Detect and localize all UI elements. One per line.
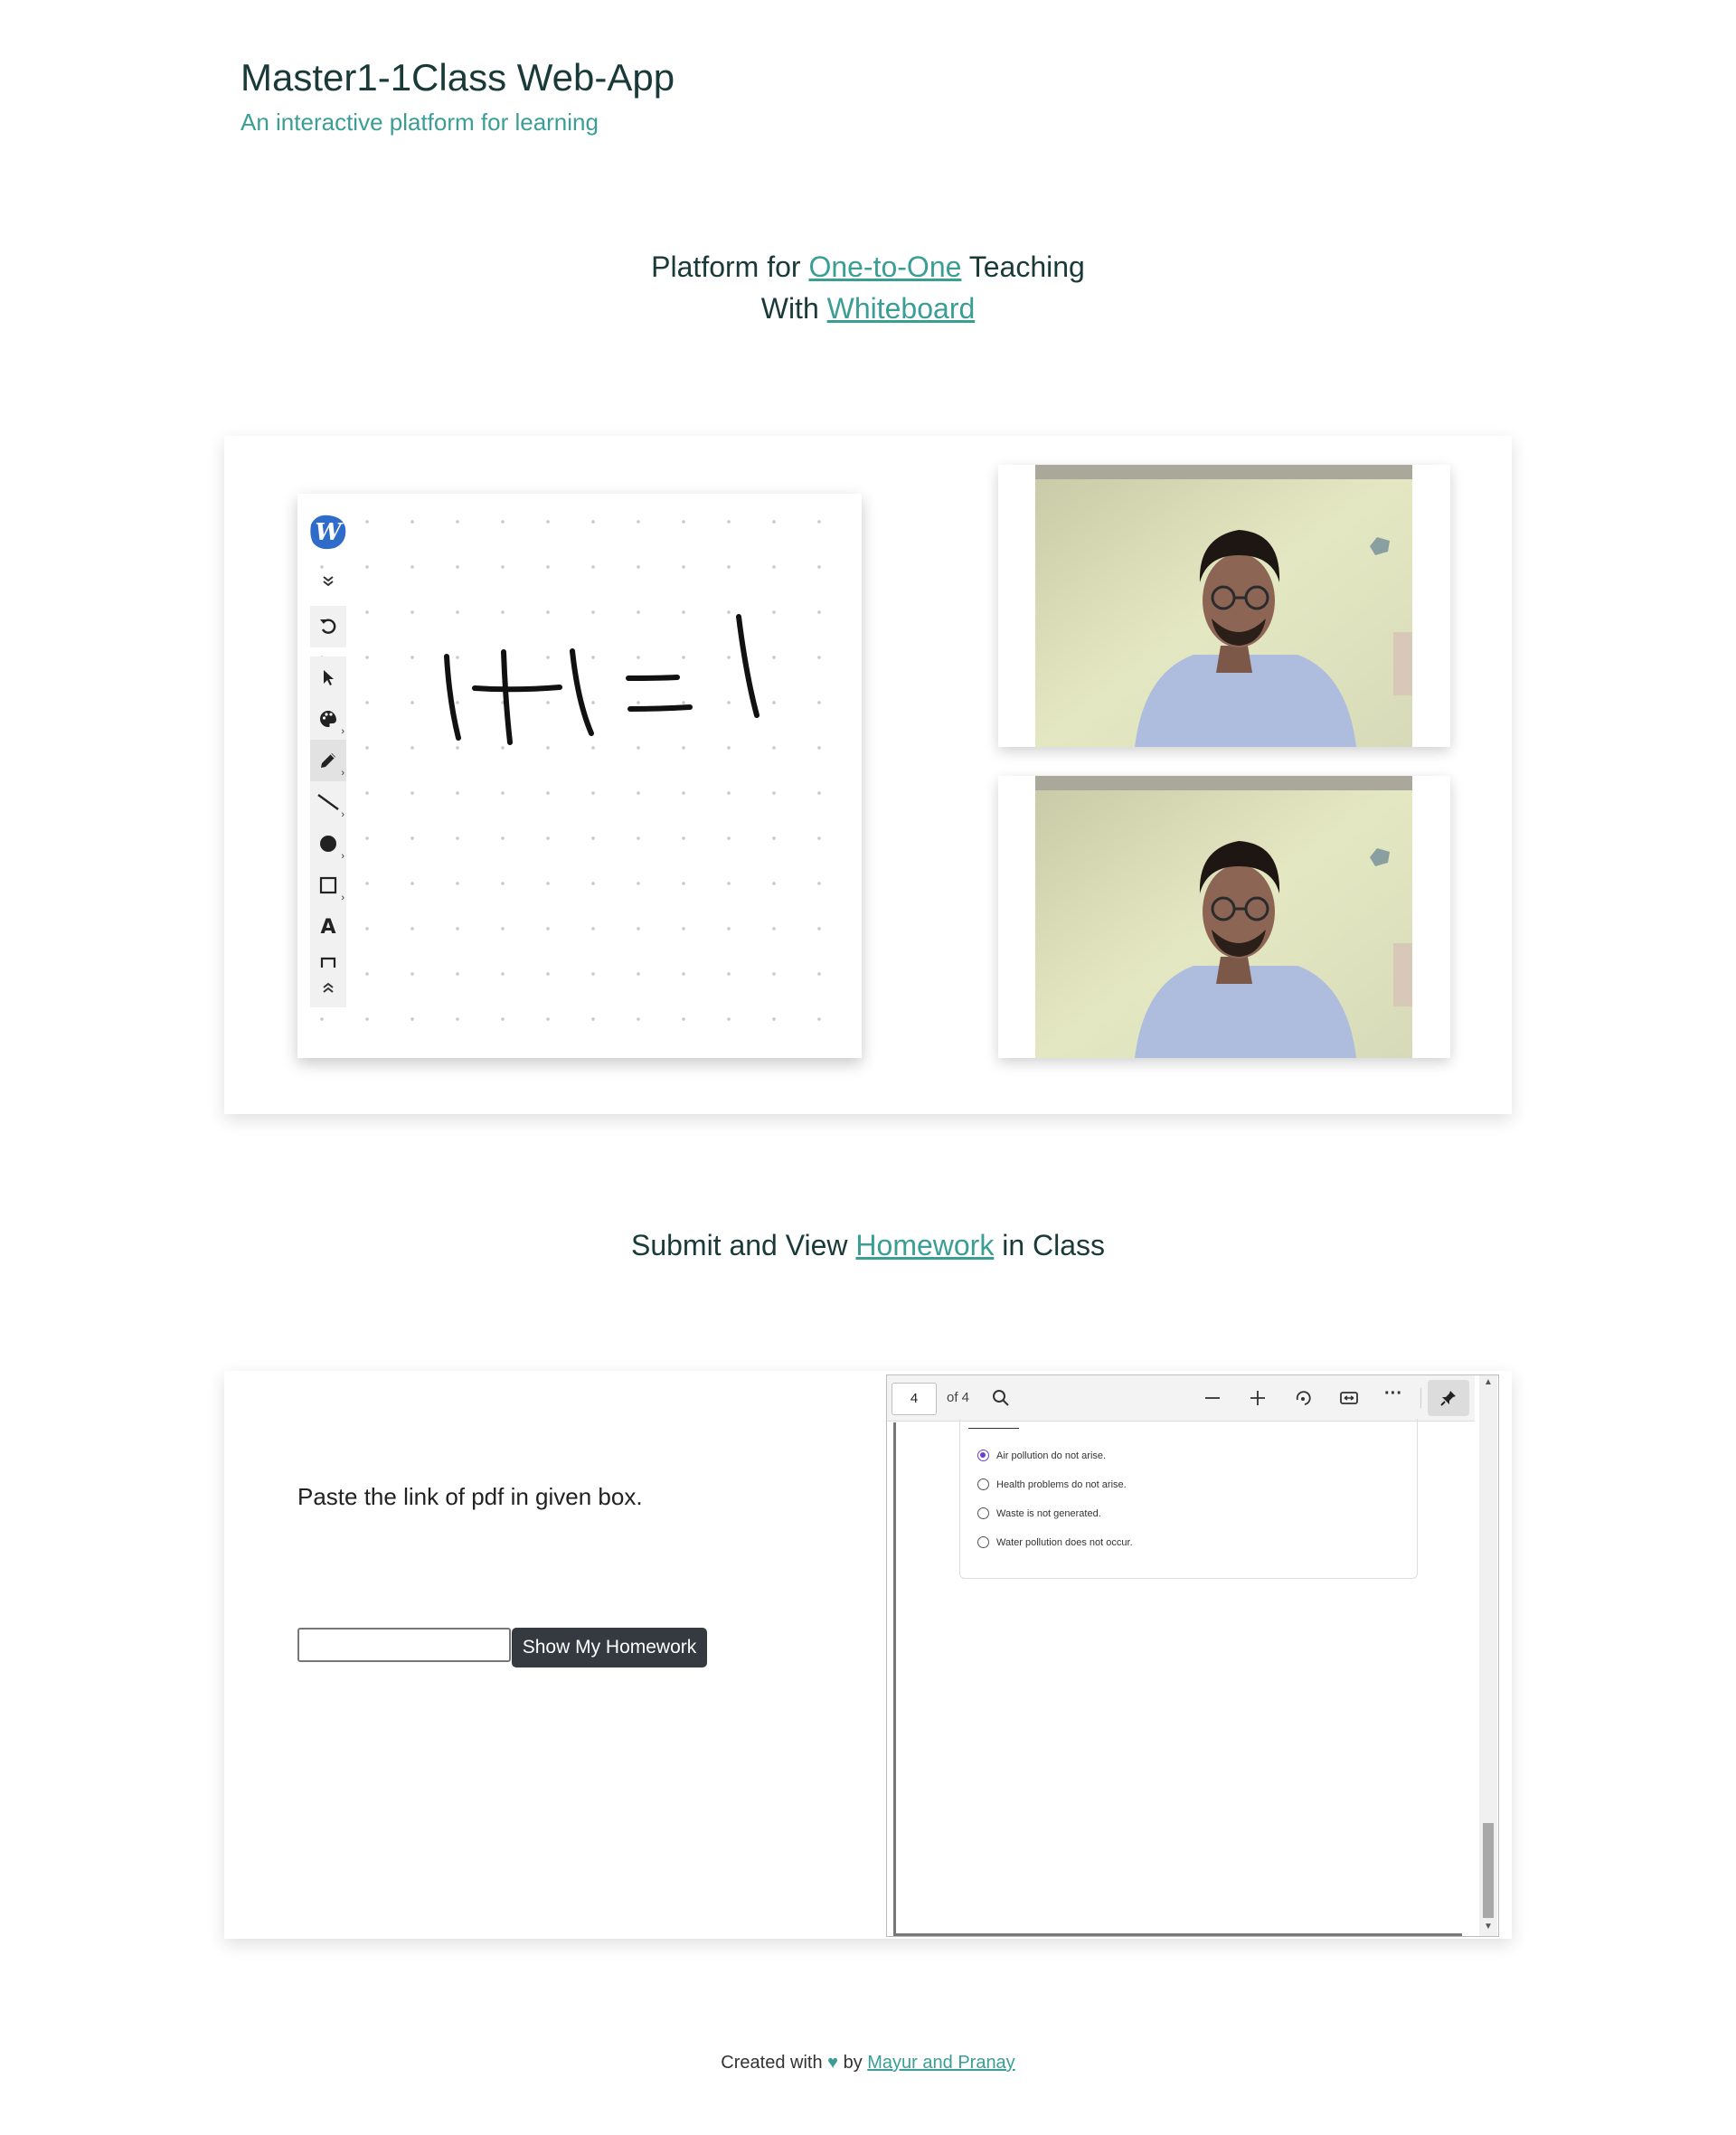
footer-text: by [838,2053,868,2073]
pin-button[interactable] [1428,1380,1469,1416]
chevron-right-icon: › [341,726,344,737]
pdf-viewer[interactable] [886,1375,1499,1937]
radio-icon[interactable] [977,1507,989,1519]
app-subtitle: An interactive platform for learning [241,109,599,136]
heading-text: Submit and View [630,1229,856,1261]
radio-selected-icon[interactable] [977,1450,989,1461]
homework-instruction: Paste the link of pdf in given box. [297,1483,643,1510]
radio-icon[interactable] [977,1478,989,1490]
chevron-right-icon: › [341,893,344,903]
chevron-right-icon: › [341,809,344,820]
webcam-video [1035,465,1412,747]
answer-option[interactable] [977,1536,1133,1548]
scrollbar-thumb[interactable] [1483,1823,1494,1918]
zoom-in-icon[interactable] [1249,1389,1267,1407]
option-label: Health problems do not arise. [996,1478,1127,1490]
pin-icon [1439,1389,1458,1407]
text-icon: A [320,915,336,939]
pdf-scrollbar[interactable] [1479,1375,1497,1936]
option-label: Waste is not generated. [996,1507,1101,1519]
question-card [959,1419,1418,1579]
homework-link[interactable]: Homework [855,1229,995,1261]
whiteboard-link[interactable]: Whiteboard [826,292,976,325]
heading-text: in Class [994,1229,1106,1261]
rotate-icon[interactable] [1294,1389,1312,1407]
app-title: Master1-1Class Web-App [241,56,675,99]
fit-width-icon[interactable] [1339,1389,1359,1407]
section-heading-whiteboard [0,246,1736,329]
person-video-frame [1035,465,1412,747]
answer-option[interactable] [977,1507,1101,1519]
footer-text: Created with [721,2053,828,2073]
scroll-down-icon[interactable]: ▼ [1484,1922,1493,1932]
authors-link[interactable]: Mayur and Pranay [867,2053,1015,2073]
zoom-out-icon[interactable] [1203,1389,1222,1407]
whiteboard-canvas[interactable] [297,494,862,1058]
page-number-input[interactable]: 4 [892,1383,937,1415]
scroll-up-icon[interactable]: ▲ [1484,1377,1493,1387]
more-options-icon[interactable]: ··· [1384,1384,1402,1403]
heading-text: Teaching [961,250,1085,283]
pdf-link-input[interactable] [297,1628,511,1662]
toolbar-divider [1420,1388,1421,1408]
pdf-page [893,1422,1462,1936]
heading-text: With [760,292,827,325]
heart-icon: ♥ [827,2053,839,2073]
chevron-right-icon: › [341,851,344,862]
answer-option[interactable] [977,1478,1127,1490]
chevron-right-icon: › [341,768,344,779]
section-heading-homework [0,1224,1736,1266]
video-tile-student [998,776,1450,1058]
option-label: Air pollution do not arise. [996,1450,1107,1461]
whiteboard-drawing [297,494,862,1058]
radio-icon[interactable] [977,1536,989,1548]
search-icon[interactable] [992,1389,1010,1407]
pdf-toolbar [887,1375,1475,1422]
option-label: Water pollution does not occur. [996,1536,1133,1548]
answer-option[interactable] [977,1450,1106,1461]
logo-letter: W [315,519,342,546]
footer [0,2053,1736,2074]
one-to-one-link[interactable]: One-to-One [808,250,962,283]
heading-text: Platform for [651,250,809,283]
webcam-video [1035,776,1412,1058]
person-video-frame [1035,776,1412,1058]
show-homework-button[interactable]: Show My Homework [512,1628,707,1667]
video-tile-teacher [998,465,1450,747]
page-count: of 4 [947,1390,970,1405]
